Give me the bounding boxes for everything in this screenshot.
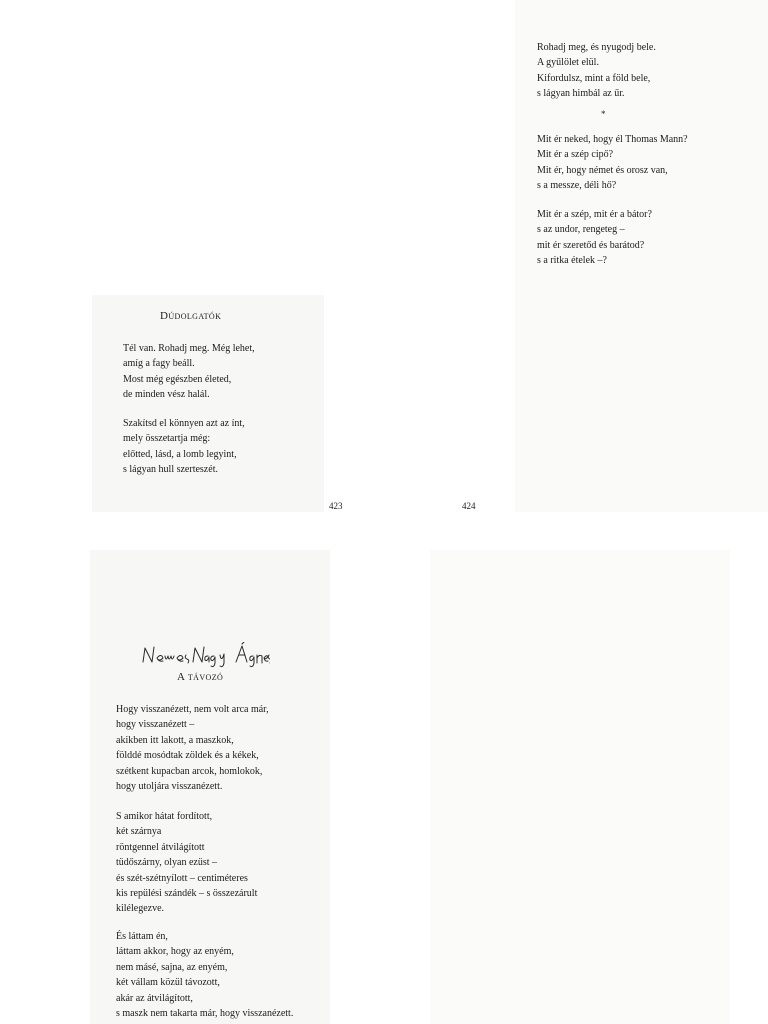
- poem-line: láttam akkor, hogy az enyém,: [116, 946, 234, 958]
- poem-stanza: [123, 341, 255, 403]
- poem-line: s az undor, rengeteg –: [537, 224, 625, 236]
- poem-stanza: [116, 809, 257, 917]
- poem-stanza: [537, 40, 656, 102]
- poem-line: s lágyan himbál az űr.: [537, 88, 625, 100]
- poem-stanza: [116, 929, 293, 1021]
- poem-line: akár az átvilágított,: [116, 992, 193, 1004]
- poem-line: előtted, lásd, a lomb legyint,: [123, 448, 237, 460]
- poem-stanza: [537, 132, 688, 194]
- poem-stanza: [123, 416, 245, 478]
- page-top-left: [92, 295, 324, 512]
- poem-line: hogy visszanézett –: [116, 719, 195, 731]
- poem-line: földdé mosódtak zöldek és a kékek,: [116, 750, 259, 762]
- poem-line: Rohadj meg, és nyugodj bele.: [537, 42, 656, 53]
- section-separator: *: [601, 109, 606, 119]
- poem-line: de minden vész halál.: [123, 389, 210, 401]
- poem-line: s a ritka ételek –?: [537, 255, 607, 267]
- poem-line: Tél van. Rohadj meg. Még lehet,: [123, 343, 255, 354]
- poem-line: mely összetartja még:: [123, 433, 211, 445]
- poem-line: s lágyan hull szerteszét.: [123, 464, 218, 476]
- poem-line: Kifordulsz, mint a föld bele,: [537, 72, 651, 84]
- poem-line: szétkent kupacban arcok, homlokok,: [116, 765, 263, 777]
- poem-title: A távozó: [177, 671, 224, 683]
- poem-line: s maszk nem takarta már, hogy visszanézett.: [116, 1008, 294, 1020]
- poem-line: Mit ér a szép, mit ér a bátor?: [537, 209, 652, 220]
- poem-line: akikben itt lakott, a maszkok,: [116, 734, 234, 746]
- poem-line: Szakítsd el könnyen azt az ínt,: [123, 418, 245, 429]
- page-number-right: 424: [462, 501, 476, 511]
- handwritten-signature: [140, 642, 270, 670]
- poem-line: tüdőszárny, olyan ezüst –: [116, 857, 217, 869]
- poem-line: hogy utoljára visszanézett.: [116, 781, 223, 793]
- poem-line: és szét-szétnyílott – centiméteres: [116, 872, 248, 884]
- poem-line: Mit ér neked, hogy él Thomas Mann?: [537, 134, 688, 145]
- poem-line: nem másé, sajna, az enyém,: [116, 961, 228, 973]
- poem-title: Dúdolgatók: [160, 310, 222, 322]
- poem-line: Mit ér, hogy német és orosz van,: [537, 164, 668, 176]
- poem-line: A gyűlölet elül.: [537, 57, 599, 69]
- poem-line: kilélegezve.: [116, 903, 165, 915]
- poem-stanza: [537, 207, 652, 269]
- poem-line: s a messze, déli hő?: [537, 180, 617, 192]
- poem-line: Most még egészben életed,: [123, 373, 232, 385]
- poem-line: kis repülési szándék – s összezárult: [116, 888, 258, 900]
- page-bottom-right: [430, 550, 730, 1024]
- poem-stanza: [116, 702, 269, 794]
- poem-line: Mit ér a szép cipő?: [537, 149, 614, 161]
- poem-line: mit ér szeretőd és barátod?: [537, 239, 645, 251]
- poem-line: És láttam én,: [116, 931, 168, 942]
- poem-line: röntgennel átvilágított: [116, 841, 205, 853]
- poem-line: két szárnya: [116, 826, 162, 838]
- page-number-left: 423: [329, 501, 343, 511]
- poem-line: amíg a fagy beáll.: [123, 358, 195, 370]
- poem-line: Hogy visszanézett, nem volt arca már,: [116, 704, 269, 715]
- poem-line: két vállam közül távozott,: [116, 977, 220, 989]
- poem-line: S amikor hátat fordított,: [116, 811, 213, 822]
